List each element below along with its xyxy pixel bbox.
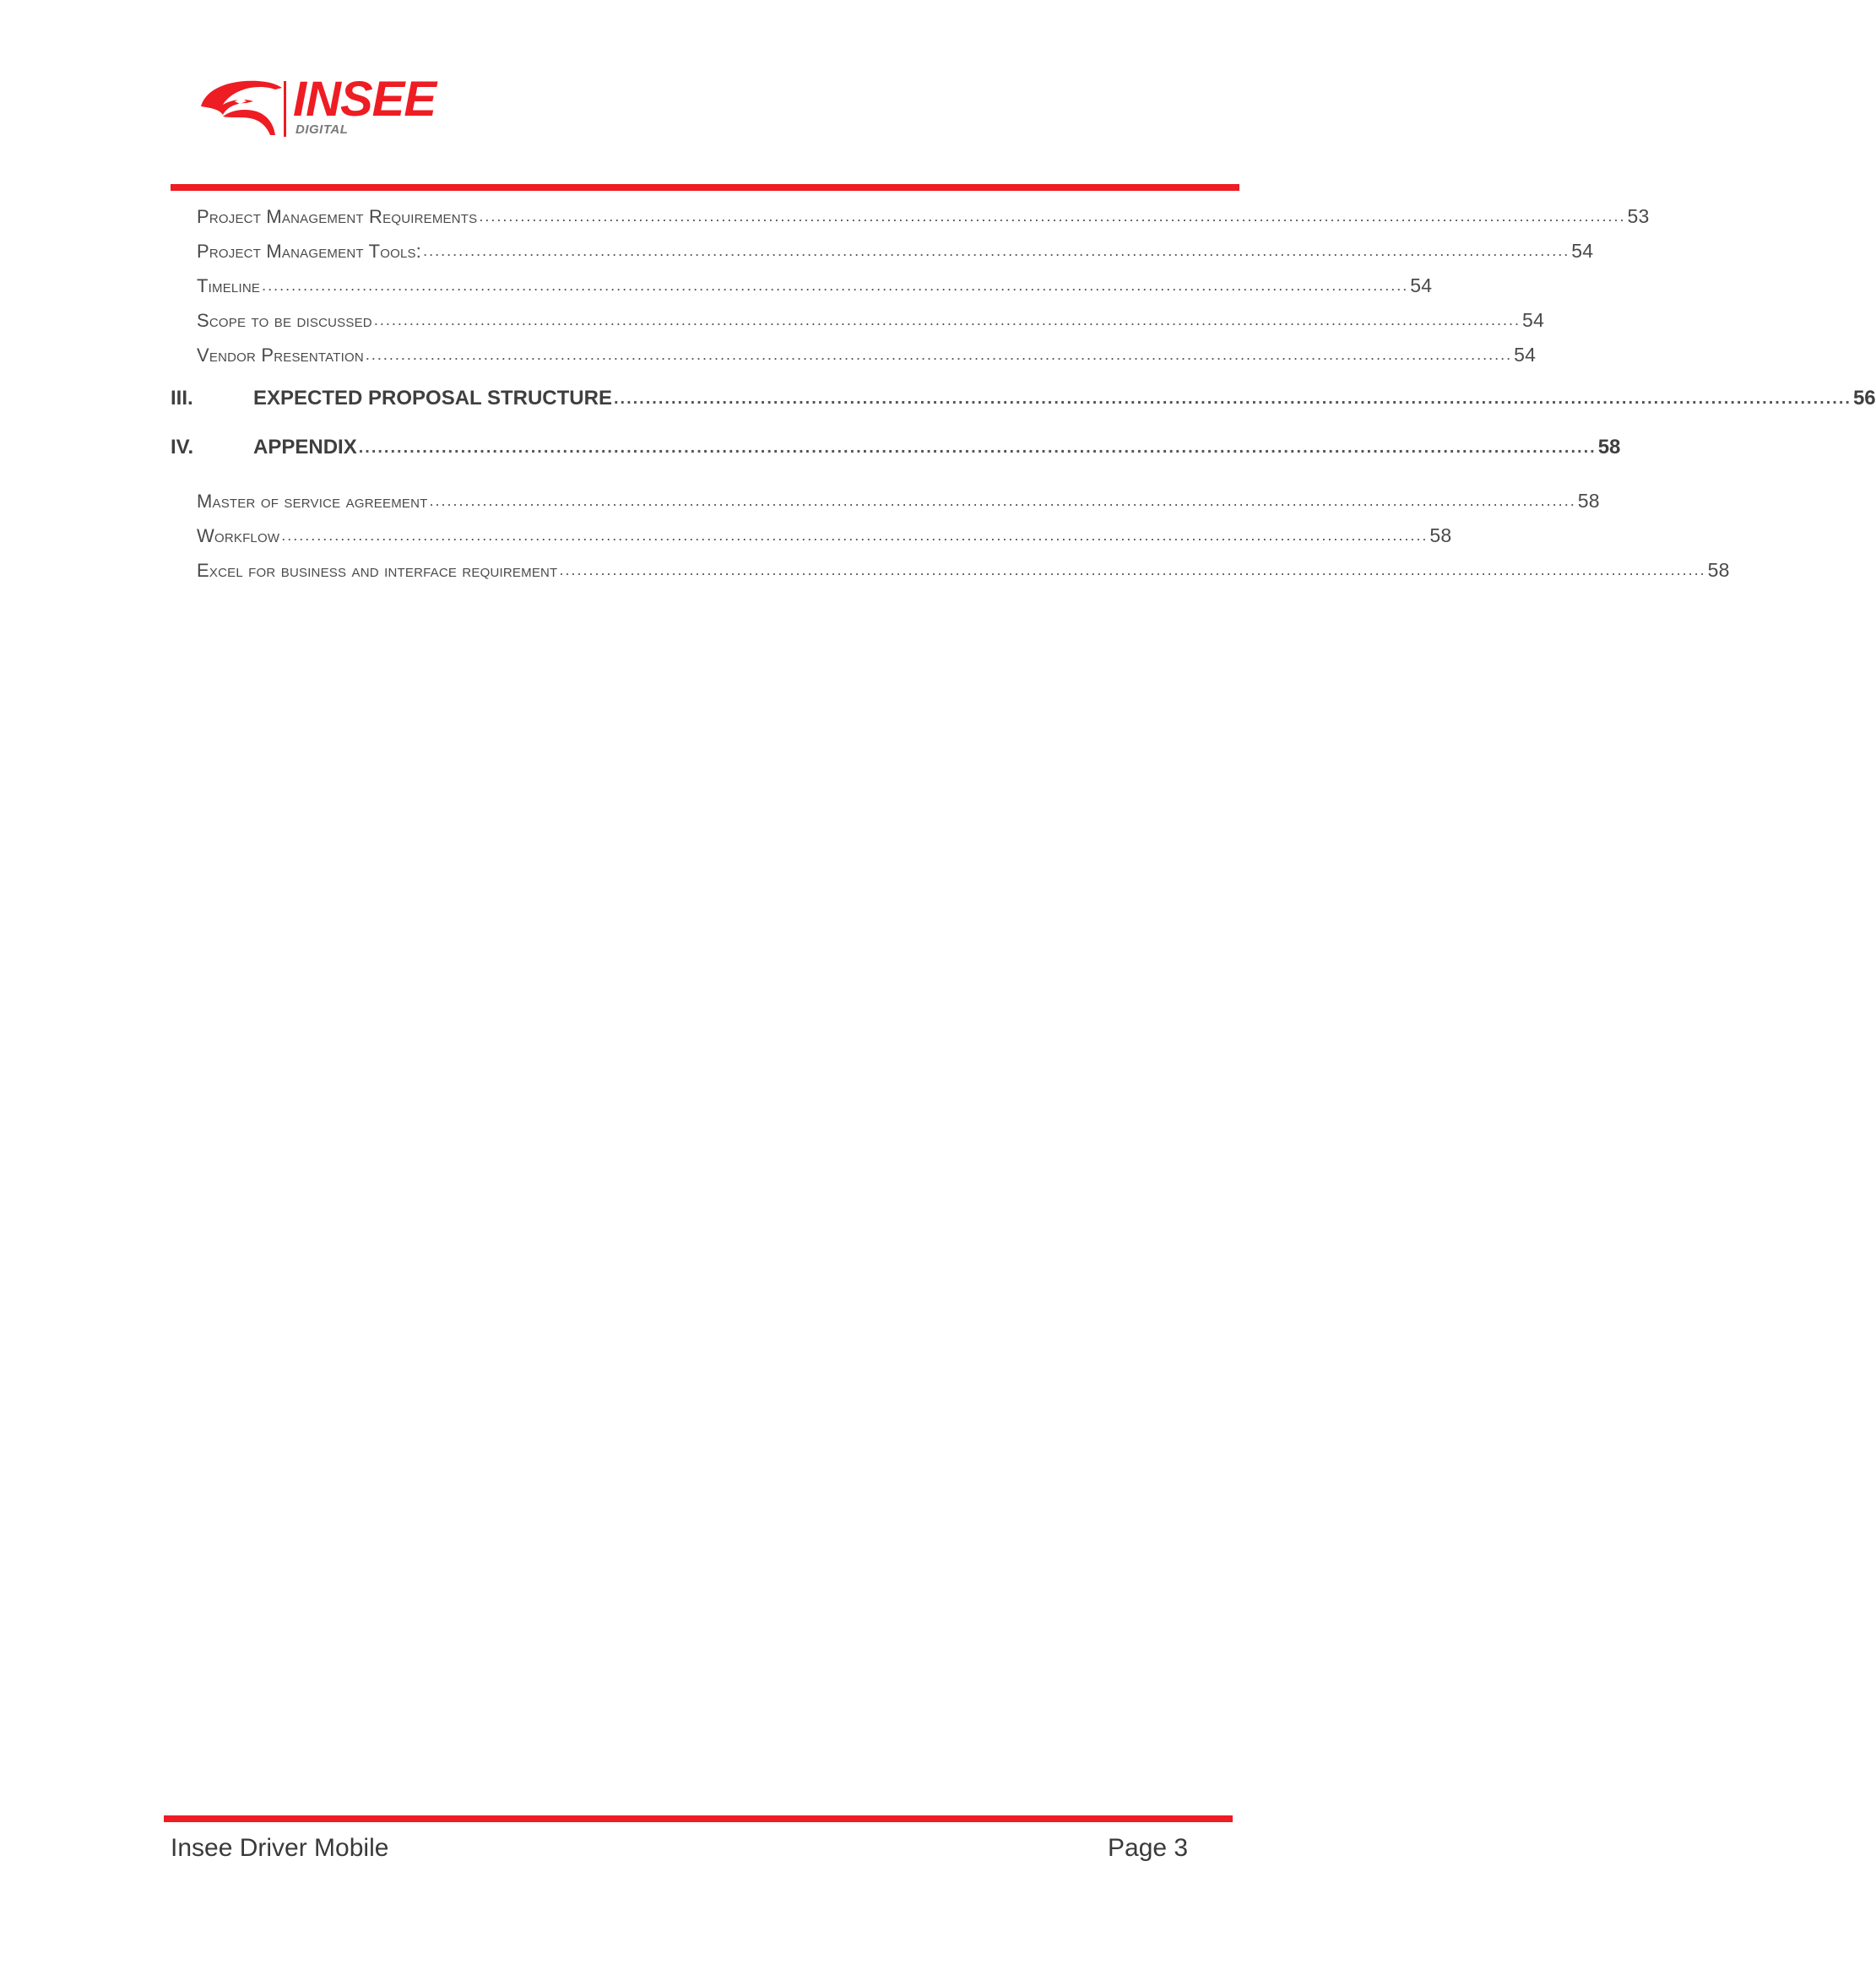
toc-entry-page: 54 [1514, 344, 1537, 366]
dot-leader: .................................................................................................................................................................................................. [479, 208, 1626, 225]
spacer [171, 472, 1233, 484]
header-rule [171, 184, 1239, 191]
dot-leader: .................................................................................................................................................................................................. [613, 389, 1852, 408]
footer-rule [164, 1815, 1233, 1822]
toc-entry-label: Excel for business and interface requirement [197, 553, 559, 588]
dot-leader: .................................................................................................................................................................................................. [373, 312, 1521, 328]
toc-entry-label: Master of service agreement [197, 484, 430, 518]
toc-section-number: IV. [171, 436, 194, 458]
dot-leader: .................................................................................................................................................................................................. [423, 242, 1570, 259]
toc-entry[interactable] [171, 234, 1594, 269]
toc-entry-page: 54 [1571, 240, 1594, 262]
toc-entry[interactable] [171, 484, 1600, 518]
toc-entry-page: 58 [1429, 524, 1452, 546]
toc-section-page: 56 [1852, 387, 1876, 410]
logo-sub-text: DIGITAL [295, 122, 349, 137]
dot-leader: .................................................................................................................................................................................................. [358, 438, 1597, 457]
toc-entry-page: 54 [1410, 274, 1433, 296]
toc-entry-page: 53 [1627, 205, 1650, 227]
toc-section-label: APPENDIX [253, 423, 359, 472]
table-of-contents [171, 199, 1876, 588]
toc-entry[interactable] [171, 269, 1433, 303]
dot-leader: .................................................................................................................................................................................................. [365, 346, 1513, 363]
toc-entry-page: 54 [1522, 309, 1544, 331]
toc-entry-page: 58 [1577, 490, 1600, 512]
toc-entry-label: Project Management Tools: [197, 234, 423, 269]
toc-section-number: III. [171, 387, 193, 410]
dot-leader: .................................................................................................................................................................................................. [559, 562, 1706, 578]
toc-entry[interactable] [171, 518, 1452, 553]
footer-page-number: Page 3 [1108, 1834, 1189, 1862]
dot-leader: .................................................................................................................................................................................................. [281, 527, 1429, 544]
dot-leader: .................................................................................................................................................................................................. [262, 277, 1409, 294]
toc-section-entry[interactable] [171, 423, 1621, 472]
insee-digital-logo [198, 72, 442, 142]
toc-entry-label: Vendor Presentation [197, 338, 366, 372]
toc-entry-label: Timeline [197, 269, 262, 303]
toc-entry[interactable] [171, 338, 1537, 372]
toc-section-page: 58 [1597, 436, 1621, 458]
toc-entry[interactable] [171, 303, 1544, 338]
toc-entry[interactable] [171, 553, 1730, 588]
toc-section-label: EXPECTED PROPOSAL STRUCTURE [253, 374, 614, 423]
toc-entry-label: Project Management Requirements [197, 199, 479, 234]
toc-section-entry[interactable] [171, 374, 1876, 423]
logo-brand-text: INSEE [293, 72, 436, 127]
dot-leader: .................................................................................................................................................................................................. [429, 492, 1576, 509]
footer-document-title: Insee Driver Mobile [171, 1834, 389, 1862]
toc-entry-label: Scope to be discussed [197, 303, 374, 338]
toc-entry[interactable] [171, 199, 1650, 234]
toc-entry-page: 58 [1707, 559, 1730, 581]
toc-entry-label: Workflow [197, 518, 281, 553]
